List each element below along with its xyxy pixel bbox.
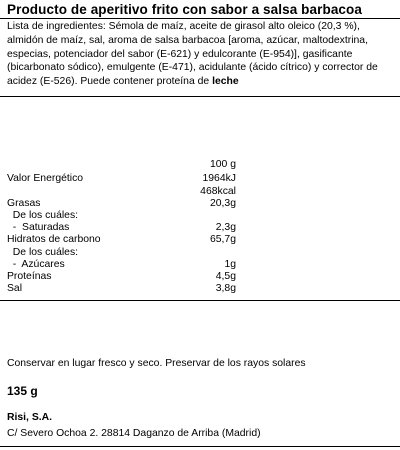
nutrition-label: Valor Energético	[7, 173, 84, 184]
nutrition-row	[0, 283, 400, 295]
nutrition-row	[0, 186, 400, 198]
ingredients-list	[7, 20, 395, 89]
nutrition-row	[0, 210, 400, 222]
bottom-divider	[0, 446, 400, 447]
nutrition-label: De los cuáles:	[7, 247, 79, 258]
nutrition-label: Sal	[7, 283, 23, 294]
nutrition-label: De los cuáles:	[7, 210, 79, 221]
nutrition-row	[0, 222, 400, 234]
nutrition-label: Proteínas	[7, 271, 52, 282]
nutrition-row	[0, 259, 400, 271]
ingredients-text: Lista de ingredientes: Sémola de maíz, aceite de girasol alto oleico (20,3 %), almidón de maíz, sal, aroma de salsa barbacoa [aroma, azúcar, maltodextrina, especias, potenciador del sabor (E-621) y edulcorante (E-954)], gasificante (bicarbonato sódico), emulgente (E-471), acidulante (ácido cítrico) y corrector de acidez (E-526). Puede contener proteína de	[7, 21, 378, 88]
nutrition-label: - Saturadas	[7, 222, 70, 233]
nutrition-value: 1g	[224, 259, 236, 270]
nutrition-label: Grasas	[7, 198, 41, 209]
nutrition-value: 468kcal	[200, 186, 236, 197]
nutrition-divider	[0, 300, 400, 301]
product-title: Producto de aperitivo frito con sabor a salsa barbacoa	[7, 2, 362, 17]
allergen-highlight: leche	[212, 76, 239, 88]
net-weight: 135 g	[7, 384, 38, 398]
nutrition-value: 4,5g	[215, 271, 236, 282]
nutrition-row	[0, 247, 400, 259]
ingredients-divider	[0, 96, 400, 97]
nutrition-row	[0, 271, 400, 283]
company-name: Risi, S.A.	[7, 412, 53, 423]
nutrition-row	[0, 173, 400, 185]
nutrition-value: 65,7g	[209, 234, 236, 245]
nutrition-value: 3,8g	[215, 283, 236, 294]
title-divider	[0, 18, 400, 19]
nutrition-label: Hidratos de carbono	[7, 234, 101, 245]
nutrition-value: 2,3g	[215, 222, 236, 233]
nutrition-header-row	[0, 159, 400, 171]
nutrition-row	[0, 198, 400, 210]
nutrition-value: 20,3g	[209, 198, 236, 209]
nutrition-label: - Azúcares	[7, 259, 65, 270]
conservation-text: Conservar en lugar fresco y seco. Preservar de los rayos solares	[7, 358, 306, 369]
nutrition-value: 1964kJ	[202, 173, 236, 184]
nutrition-row	[0, 234, 400, 246]
nutrition-header: 100 g	[209, 159, 236, 170]
company-address: C/ Severo Ochoa 2. 28814 Daganzo de Arriba (Madrid)	[7, 428, 261, 439]
